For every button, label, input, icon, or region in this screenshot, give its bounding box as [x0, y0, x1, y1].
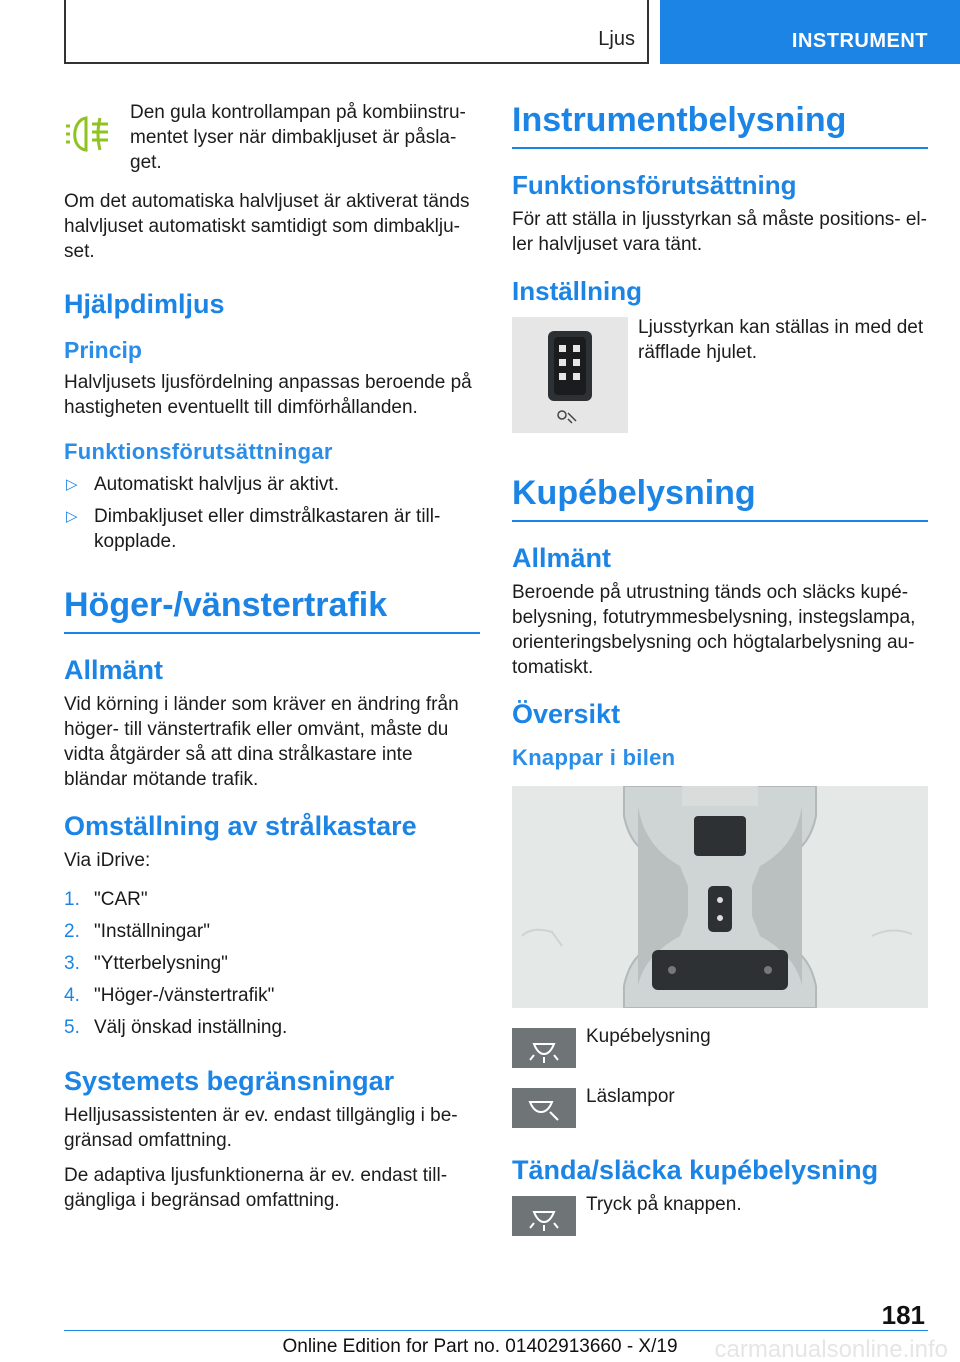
toggle-light-button-row: [512, 1196, 928, 1236]
heading-oversikt: Översikt: [512, 699, 621, 729]
header-chapter-tab: [660, 0, 960, 64]
list-item: ▷ Automatiskt halvljus är aktivt.: [66, 474, 339, 495]
indicator-text: Den gula kontrollampan på kombiinstrumentet lyser när dimbakljuset är påslaget.: [130, 102, 466, 173]
header-section-label: Ljus: [598, 28, 635, 50]
list-item: ▷ Dimbakljuset eller dimstrålkastaren är tillkopplade.: [66, 506, 441, 552]
reading-light-icon: [512, 1088, 576, 1128]
list-item: 2. "Inställningar": [64, 921, 210, 942]
heading-installning: Inställning: [512, 276, 642, 306]
heading-princip: Princip: [64, 337, 142, 363]
header-section-box: [64, 0, 649, 64]
heading-tanda-slacka: Tända/släcka kupébelysning: [512, 1155, 879, 1185]
allmant-left-text: Vid körning i länder som kräver en ändring från höger- till vänstertrafik eller omvänt, måste du vidta åtgärder så att dina strålkastare inte bländar mötande trafik.: [64, 694, 459, 790]
heading-kupebelysning: Kupébelysning: [512, 473, 928, 522]
page-number: 181: [881, 1300, 925, 1330]
fog-light-indicator-icon: [64, 114, 130, 154]
interior-light-button-image: [512, 1028, 576, 1068]
heading-funktionsforutsattningar: Funktionsförutsättningar: [64, 439, 333, 464]
overhead-console-image: [512, 786, 928, 1008]
interior-light-icon: [512, 1028, 576, 1068]
conditions-list: [64, 472, 480, 554]
heading-allmant-left: Allmänt: [64, 655, 164, 685]
reading-light-button-image: [512, 1088, 576, 1128]
triangle-bullet-icon: ▷: [66, 508, 78, 525]
dimmer-wheel-image: [512, 317, 628, 433]
heading-instrumentbelysning: Instrumentbelysning: [512, 100, 928, 149]
list-item: 1. "CAR": [64, 889, 148, 910]
footer-edition: Online Edition for Part no. 01402913660 - X/19: [282, 1336, 678, 1357]
footer-divider: [64, 1330, 928, 1331]
indicator-note: [64, 100, 480, 175]
heading-allmant-right: Allmänt: [512, 543, 612, 573]
omstallning-intro: Via iDrive:: [64, 850, 151, 871]
interior-light-button-row: [512, 1028, 928, 1068]
heading-knappar-i-bilen: Knappar i bilen: [512, 745, 676, 770]
right-column: [512, 100, 928, 1236]
list-item: 4. "Höger-/vänstertrafik": [64, 985, 275, 1006]
interior-light-label: Kupébelysning: [586, 1026, 711, 1047]
reading-light-label: Läslampor: [586, 1086, 675, 1107]
limitations-text-1: Helljusassistenten är ev. endast tillgänglig i begränsad omfattning.: [64, 1105, 458, 1151]
triangle-bullet-icon: ▷: [66, 476, 78, 493]
heading-funktionsforutsattning: Funktionsförutsättning: [512, 170, 797, 200]
installning-text: Ljusstyrkan kan ställas in med det räfflade hjulet.: [638, 317, 924, 363]
heading-omstallning: Omställning av strålkastare: [64, 811, 417, 841]
steps-list: [64, 887, 480, 1040]
dimmer-wheel-note: [512, 317, 928, 433]
left-column: [64, 100, 480, 1213]
allmant-right-text: Beroende på utrustning tänds och släcks kupébelysning, fotutrymmesbelysning, instegslampa, orienteringsbelysning och högtalarbelysning automatiskt.: [512, 582, 916, 678]
watermark: carmanualsonline.info: [714, 1336, 948, 1362]
list-item: 3. "Ytterbelysning": [64, 953, 228, 974]
heading-hoger-vanstertrafik: Höger-/vänstertrafik: [64, 585, 480, 634]
thumbwheel-icon: [512, 317, 628, 433]
reading-light-button-row: [512, 1088, 928, 1128]
heading-hjalpdimljus: Hjälpdimljus: [64, 289, 225, 319]
header-chapter-label: INSTRUMENT: [791, 30, 928, 52]
funk-right-text: För att ställa in ljusstyrkan så måste positions- eller halvljuset vara tänt.: [512, 209, 927, 255]
heading-systemets-begransningar: Systemets begränsningar: [64, 1066, 395, 1096]
toggle-light-text: Tryck på knappen.: [586, 1194, 742, 1215]
auto-halfbeam-text: Om det automatiska halvljuset är aktiverat tänds halvljuset automatiskt samtidigt som dimbakljuset.: [64, 191, 470, 262]
interior-light-icon: [512, 1196, 576, 1236]
toggle-light-button-image: [512, 1196, 576, 1236]
limitations-text-2: De adaptiva ljusfunktionerna är ev. endast tillgängliga i begränsad omfattning.: [64, 1165, 448, 1211]
list-item: 5. Välj önskad inställning.: [64, 1017, 288, 1038]
princip-text: Halvljusets ljusfördelning anpassas beroende på hastigheten eventuellt till dimförhållanden.: [64, 372, 472, 418]
